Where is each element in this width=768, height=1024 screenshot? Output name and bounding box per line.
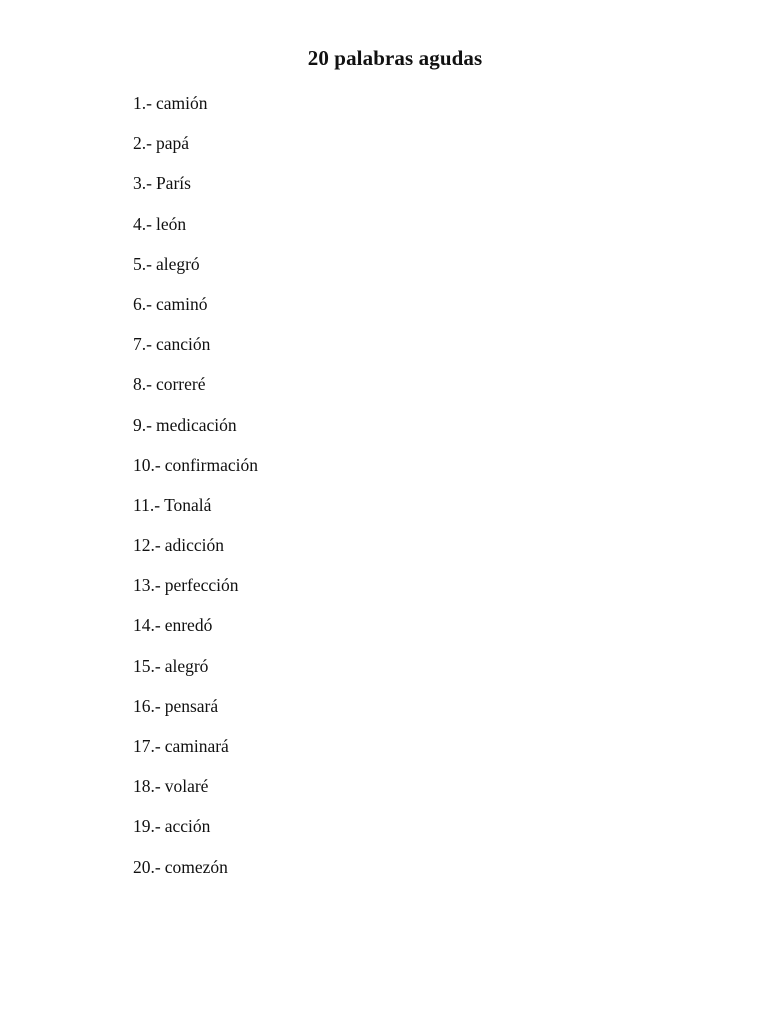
list-item xyxy=(133,774,258,814)
word-list xyxy=(133,91,258,895)
page-title: 20 palabras agudas xyxy=(307,46,483,70)
item-word: medicación xyxy=(155,414,237,435)
item-word: enredó xyxy=(164,615,213,636)
item-word: caminará xyxy=(164,736,229,756)
list-item xyxy=(133,413,258,453)
item-word: perfección xyxy=(164,575,239,596)
list-item xyxy=(133,493,258,533)
item-number: 8.- xyxy=(133,374,152,395)
list-item xyxy=(133,734,258,774)
item-number: 6.- xyxy=(133,293,152,314)
item-word: confirmación xyxy=(164,454,258,475)
item-number: 18.- xyxy=(133,776,161,797)
list-item xyxy=(133,252,258,292)
list-item xyxy=(133,372,258,412)
list-item xyxy=(133,131,258,171)
item-word: volaré xyxy=(164,776,209,797)
item-number: 11.- xyxy=(133,494,161,515)
item-number: 9.- xyxy=(133,414,152,435)
list-item xyxy=(133,292,258,332)
list-item xyxy=(133,332,258,372)
item-word: alegró xyxy=(164,655,209,676)
item-number: 14.- xyxy=(133,615,161,636)
item-number: 17.- xyxy=(133,736,161,756)
list-item xyxy=(133,91,258,131)
item-word: león xyxy=(155,213,187,234)
item-word: camión xyxy=(155,93,208,113)
item-word: adicción xyxy=(164,535,224,556)
item-number: 15.- xyxy=(133,655,161,676)
item-word: Tonalá xyxy=(164,494,212,515)
list-item xyxy=(133,212,258,252)
list-item xyxy=(133,573,258,613)
item-number: 4.- xyxy=(133,213,152,234)
item-word: correré xyxy=(155,374,206,395)
item-number: 19.- xyxy=(133,816,161,837)
item-number: 2.- xyxy=(133,133,152,154)
item-number: 10.- xyxy=(133,454,161,475)
item-number: 13.- xyxy=(133,575,161,596)
list-item xyxy=(133,814,258,854)
item-number: 5.- xyxy=(133,253,152,274)
list-item xyxy=(133,533,258,573)
item-word: acción xyxy=(164,816,211,837)
item-word: canción xyxy=(155,334,211,355)
list-item xyxy=(133,613,258,653)
item-number: 1.- xyxy=(133,93,152,113)
item-word: comezón xyxy=(164,856,228,877)
item-number: 16.- xyxy=(133,695,161,716)
item-number: 3.- xyxy=(133,173,152,194)
item-word: caminó xyxy=(155,293,208,314)
list-item xyxy=(133,855,258,895)
item-number: 7.- xyxy=(133,334,152,355)
item-number: 20.- xyxy=(133,856,161,877)
list-item xyxy=(133,453,258,493)
item-word: papá xyxy=(155,133,189,154)
list-item xyxy=(133,654,258,694)
item-word: París xyxy=(155,173,191,194)
list-item xyxy=(133,694,258,734)
list-item xyxy=(133,171,258,211)
item-word: alegró xyxy=(155,253,200,274)
item-number: 12.- xyxy=(133,535,161,556)
item-word: pensará xyxy=(164,695,219,716)
